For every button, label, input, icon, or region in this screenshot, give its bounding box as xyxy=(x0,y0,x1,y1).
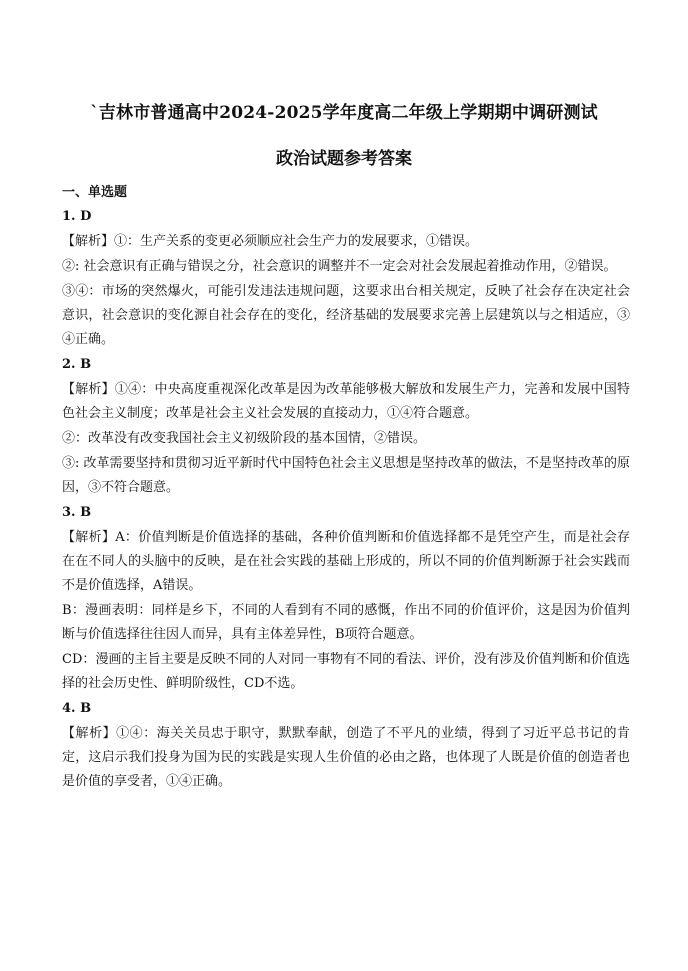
analysis-paragraph: CD：漫画的主旨主要是反映不同的人对同一事物有不同的看法、评价，没有涉及价值判断和价值选择的社会历史性、鲜明阶级性，CD不选。 xyxy=(62,652,630,691)
answer-content xyxy=(62,182,630,795)
question-number: 3. B xyxy=(62,505,92,520)
analysis-paragraph: 【解析】①④：海关关员忠于职守，默默奉献，创造了不平凡的业绩，得到了习近平总书记的肯定，这启示我们投身为国为民的实践是实现人生价值的必由之路，也体现了人既是价值的创造者也是价值的享受者，①④正确。 xyxy=(62,726,630,789)
analysis-paragraph: ②: 社会意识有正确与错误之分，社会意识的调整并不一定会对社会发展起着推动作用，②错误。 xyxy=(62,259,617,274)
question-block xyxy=(62,698,630,794)
analysis-paragraph: 【解析】A：价值判断是价值选择的基础，各种价值判断和价值选择都不是凭空产生，而是社会存在在不同人的头脑中的反映，是在社会实践的基础上形成的，所以不同的价值判断源于社会实践而不是价值选择，A错误。 xyxy=(62,530,630,593)
analysis-paragraph: ③④：市场的突然爆火，可能引发违法违规问题，这要求出台相关规定，反映了社会存在决定社会意识，社会意识的变化源自社会存在的变化，经济基础的发展要求完善上层建筑以与之相适应，③④正确。 xyxy=(62,284,630,347)
analysis-paragraph: 【解析】①：生产关系的变更必须顺应社会生产力的发展要求，①错误。 xyxy=(62,234,479,249)
question-block xyxy=(62,206,630,352)
analysis-paragraph: B：漫画表明：同样是乡下，不同的人看到有不同的感慨，作出不同的价值评价，这是因为价值判断与价值选择往往因人而异，具有主体差异性，B项符合题意。 xyxy=(62,603,630,642)
analysis-paragraph: ②：改革没有改变我国社会主义初级阶段的基本国情，②错误。 xyxy=(62,431,427,446)
question-block xyxy=(62,354,630,500)
question-number: 4. B xyxy=(62,701,92,716)
document-subtitle: 政治试题参考答案 xyxy=(276,149,412,169)
question-block xyxy=(62,502,630,696)
section-heading: 一、单选题 xyxy=(62,185,128,200)
question-number: 1. D xyxy=(62,209,92,224)
document-title: `吉林市普通高中2024-2025学年度高二年级上学期期中调研测试 xyxy=(90,103,598,123)
analysis-paragraph: ③: 改革需要坚持和贯彻习近平新时代中国特色社会主义思想是坚持改革的做法，不是坚持改革的原因，③不符合题意。 xyxy=(62,456,630,495)
analysis-paragraph: 【解析】①④：中央高度重视深化改革是因为改革能够极大解放和发展生产力，完善和发展中国特色社会主义制度；改革是社会主义社会发展的直接动力，①④符合题意。 xyxy=(62,382,630,421)
question-number: 2. B xyxy=(62,357,92,372)
